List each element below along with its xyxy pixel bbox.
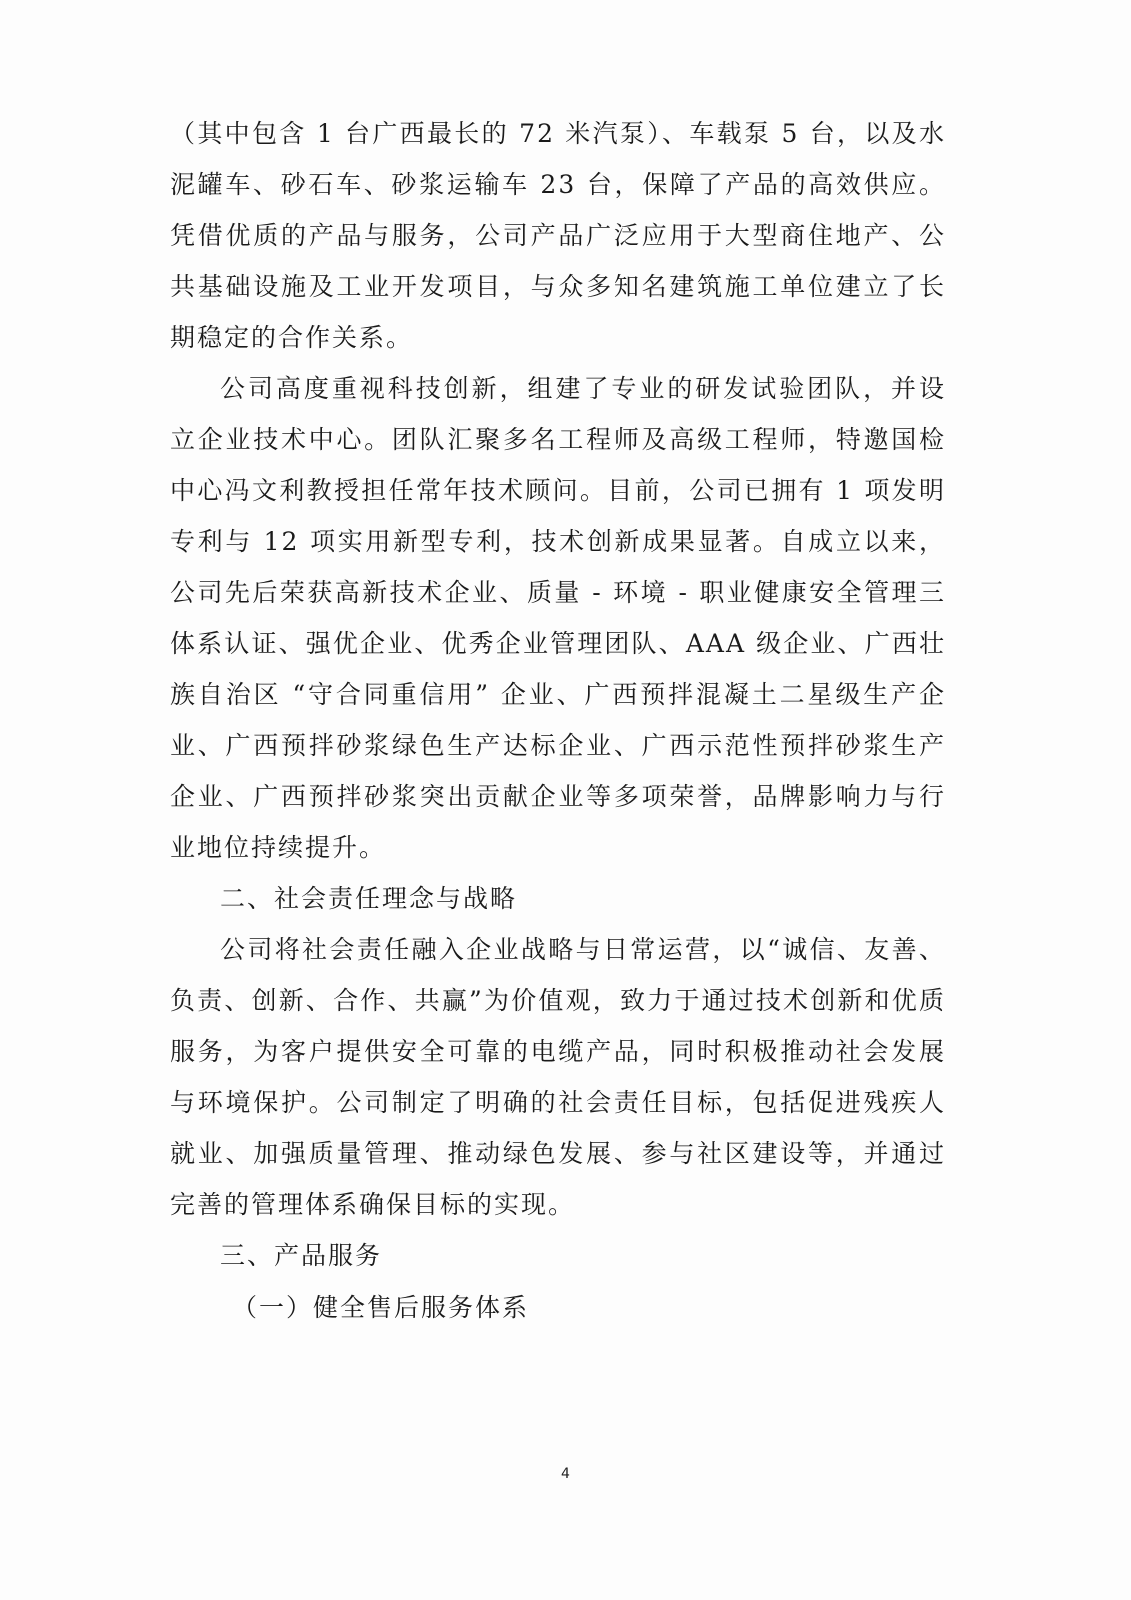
paragraph-fleet-and-partners: （其中包含 1 台广西最长的 72 米汽泵）、车载泵 5 台，以及水泥罐车、砂石车、砂浆运输车 23 台，保障了产品的高效供应。凭借优质的产品与服务，公司产品广泛应用于大型商住地产、公共基础设施及工业开发项目，与众多知名建筑施工单位建立了长期稳定的合作关系。 bbox=[170, 119, 946, 352]
section-heading-social-responsibility: 二、社会责任理念与战略 bbox=[220, 884, 518, 913]
subsection-heading-after-sales: （一）健全售后服务体系 bbox=[232, 1293, 530, 1322]
paragraph-tech-innovation-honors: 公司高度重视科技创新，组建了专业的研发试验团队，并设立企业技术中心。团队汇聚多名工程师及高级工程师，特邀国检中心冯文利教授担任常年技术顾问。目前，公司已拥有 1 项发明专利与 12 项实用新型专利，技术创新成果显著。自成立以来，公司先后荣获高新技术企业、质量 - 环境 - 职业健康安全管理三体系认证、强优企业、优秀企业管理团队、AAA 级企业、广西壮族自治区 “守合同重信用” 企业、广西预拌混凝土二星级生产企业、广西预拌砂浆绿色生产达标企业、广西示范性预拌砂浆生产企业、广西预拌砂浆突出贡献企业等多项荣誉，品牌影响力与行业地位持续提升。 bbox=[170, 374, 946, 862]
section-heading-product-service: 三、产品服务 bbox=[220, 1241, 383, 1270]
page-number: 4 bbox=[561, 1466, 570, 1482]
paragraph-social-responsibility: 公司将社会责任融入企业战略与日常运营，以“诚信、友善、负责、创新、合作、共赢”为价值观，致力于通过技术创新和优质服务，为客户提供安全可靠的电缆产品，同时积极推动社会发展与环境保护。公司制定了明确的社会责任目标，包括促进残疾人就业、加强质量管理、推动绿色发展、参与社区建设等，并通过完善的管理体系确保目标的实现。 bbox=[170, 935, 946, 1219]
document-body bbox=[170, 108, 946, 1335]
